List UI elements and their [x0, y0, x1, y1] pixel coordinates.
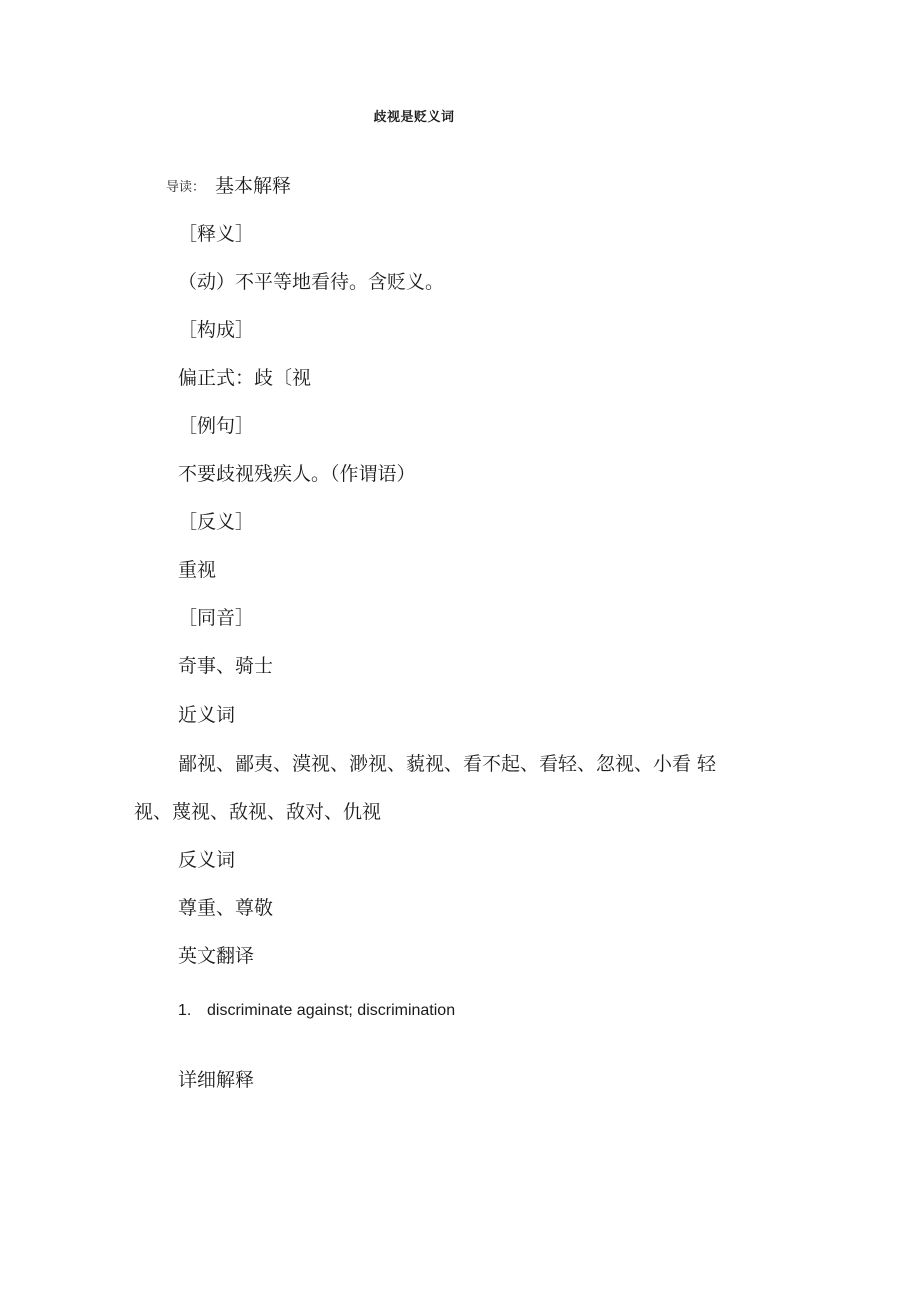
english-translation-item	[178, 1000, 455, 1022]
example-text: 不要歧视残疾人。（作谓语）	[178, 463, 416, 485]
synonyms-heading: 近义词	[178, 704, 236, 726]
detail-heading: 详细解释	[178, 1069, 255, 1091]
guide-label: 导读：	[166, 180, 206, 195]
guide-line	[166, 174, 291, 201]
synonyms-list-line-2: 视、蔑视、敌视、敌对、仇视	[134, 801, 382, 823]
antonym-text: 重视	[178, 559, 217, 581]
english-translation-text: discriminate against; discrimination	[207, 1002, 456, 1019]
structure-text: 偏正式：歧〔视	[178, 367, 312, 389]
synonyms-list-line-1: 鄙视、鄙夷、漠视、渺视、藐视、看不起、看轻、忽视、小看 轻	[178, 753, 717, 775]
antonyms-text: 尊重、尊敬	[178, 897, 274, 919]
basic-explanation-heading: 基本解释	[215, 175, 292, 197]
antonym-label: ［反义］	[178, 511, 255, 533]
list-number: 1.	[178, 1002, 192, 1019]
antonyms-heading: 反义词	[178, 849, 236, 871]
structure-label: ［构成］	[178, 319, 255, 341]
example-label: ［例句］	[178, 415, 255, 437]
homophone-label: ［同音］	[178, 607, 255, 629]
meaning-label: ［释义］	[178, 223, 255, 245]
document-title: 歧视是贬义词	[373, 110, 455, 125]
meaning-text: （动）不平等地看待。含贬义。	[178, 271, 445, 293]
english-heading: 英文翻译	[178, 945, 255, 967]
homophone-text: 奇事、骑士	[178, 655, 274, 677]
